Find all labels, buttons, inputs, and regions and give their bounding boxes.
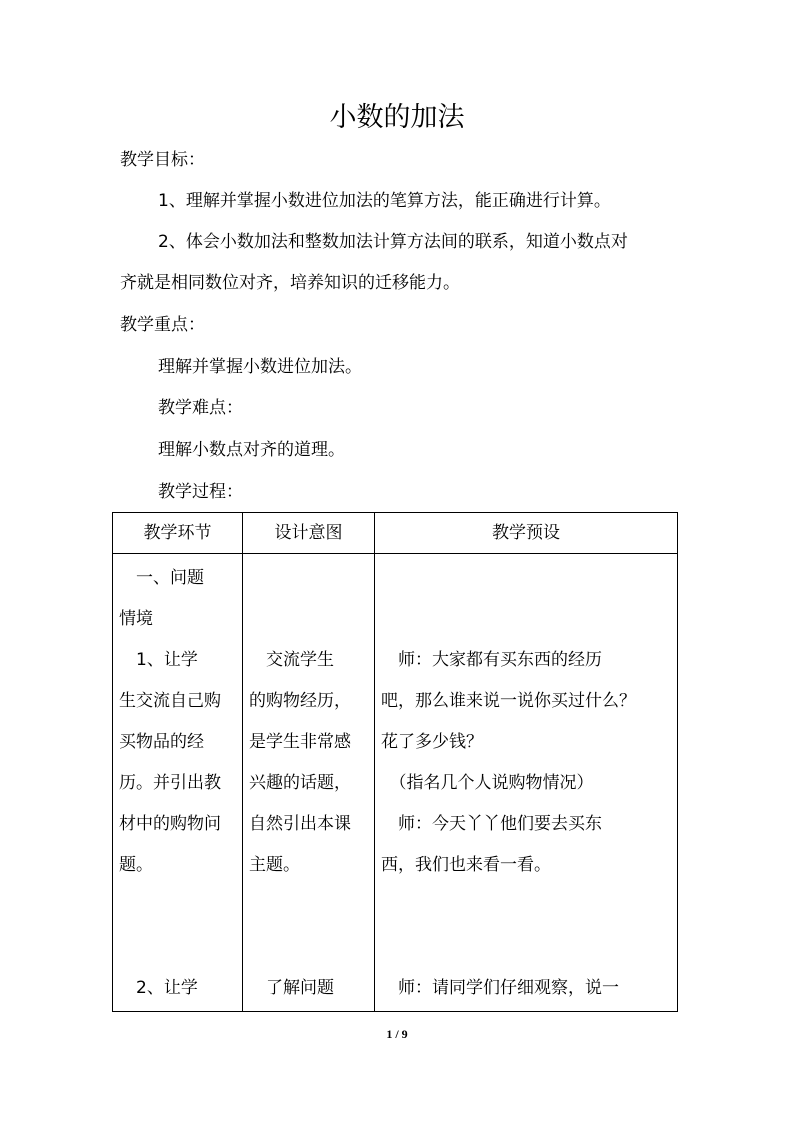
intent-cell bbox=[243, 554, 375, 1012]
plan-line: 吧，那么谁来说一说你买过什么？ bbox=[381, 691, 636, 711]
plan-line: 西，我们也来看一看。 bbox=[381, 855, 551, 875]
objective-2-continued: 齐就是相同数位对齐，培养知识的迁移能力。 bbox=[120, 273, 460, 293]
stage-line: 2、让学 bbox=[119, 978, 198, 998]
header-teaching-stage: 教学环节 bbox=[113, 513, 243, 554]
intent-line: 主题。 bbox=[249, 855, 300, 875]
intent-line bbox=[249, 599, 370, 640]
process-heading: 教学过程： bbox=[158, 482, 243, 502]
intent-line: 自然引出本课 bbox=[249, 814, 351, 834]
stage-line: 一、问题 bbox=[119, 568, 204, 588]
objective-2: 2、体会小数加法和整数加法计算方法间的联系，知道小数点对 bbox=[158, 232, 628, 252]
intent-line: 的购物经历， bbox=[249, 691, 351, 711]
stage-line: 生交流自己购 bbox=[119, 691, 221, 711]
plan-line: （指名几个人说购物情况） bbox=[381, 773, 594, 793]
stage-line: 题。 bbox=[119, 855, 153, 875]
keypoint-heading: 教学重点： bbox=[120, 315, 205, 335]
plan-line bbox=[381, 599, 673, 640]
plan-line: 师：今天丫丫他们要去买东 bbox=[381, 814, 602, 834]
teaching-process-table bbox=[112, 512, 678, 1012]
header-design-intent: 设计意图 bbox=[243, 513, 375, 554]
plan-line: 花了多少钱？ bbox=[381, 732, 483, 752]
plan-line bbox=[381, 558, 673, 599]
intent-line bbox=[249, 558, 370, 599]
stage-line: 情境 bbox=[119, 609, 153, 629]
table-header-row bbox=[113, 513, 678, 554]
stage-line: 买物品的经 bbox=[119, 732, 204, 752]
difficulty-text: 理解小数点对齐的道理。 bbox=[158, 440, 345, 460]
intent-line: 兴趣的话题， bbox=[249, 773, 351, 793]
stage-cell bbox=[113, 554, 243, 1012]
plan-line: 师：请同学们仔细观察，说一 bbox=[381, 978, 619, 998]
objectives-heading: 教学目标： bbox=[120, 150, 205, 170]
stage-line: 历。并引出教 bbox=[119, 773, 221, 793]
intent-line: 了解问题 bbox=[249, 978, 334, 998]
stage-line: 材中的购物问 bbox=[119, 814, 221, 834]
intent-line: 是学生非常感 bbox=[249, 732, 351, 752]
objective-1: 1、理解并掌握小数进位加法的笔算方法，能正确进行计算。 bbox=[158, 191, 611, 211]
keypoint-text: 理解并掌握小数进位加法。 bbox=[158, 357, 362, 377]
stage-line: 1、让学 bbox=[119, 650, 198, 670]
intent-line: 交流学生 bbox=[249, 650, 334, 670]
difficulty-heading: 教学难点： bbox=[158, 398, 243, 418]
page-title: 小数的加法 bbox=[329, 102, 465, 133]
plan-line: 师：大家都有买东西的经历 bbox=[381, 650, 602, 670]
header-teaching-plan: 教学预设 bbox=[375, 513, 678, 554]
table-row bbox=[113, 554, 678, 1012]
plan-cell bbox=[375, 554, 678, 1012]
page-number: 1 / 9 bbox=[386, 1027, 408, 1041]
